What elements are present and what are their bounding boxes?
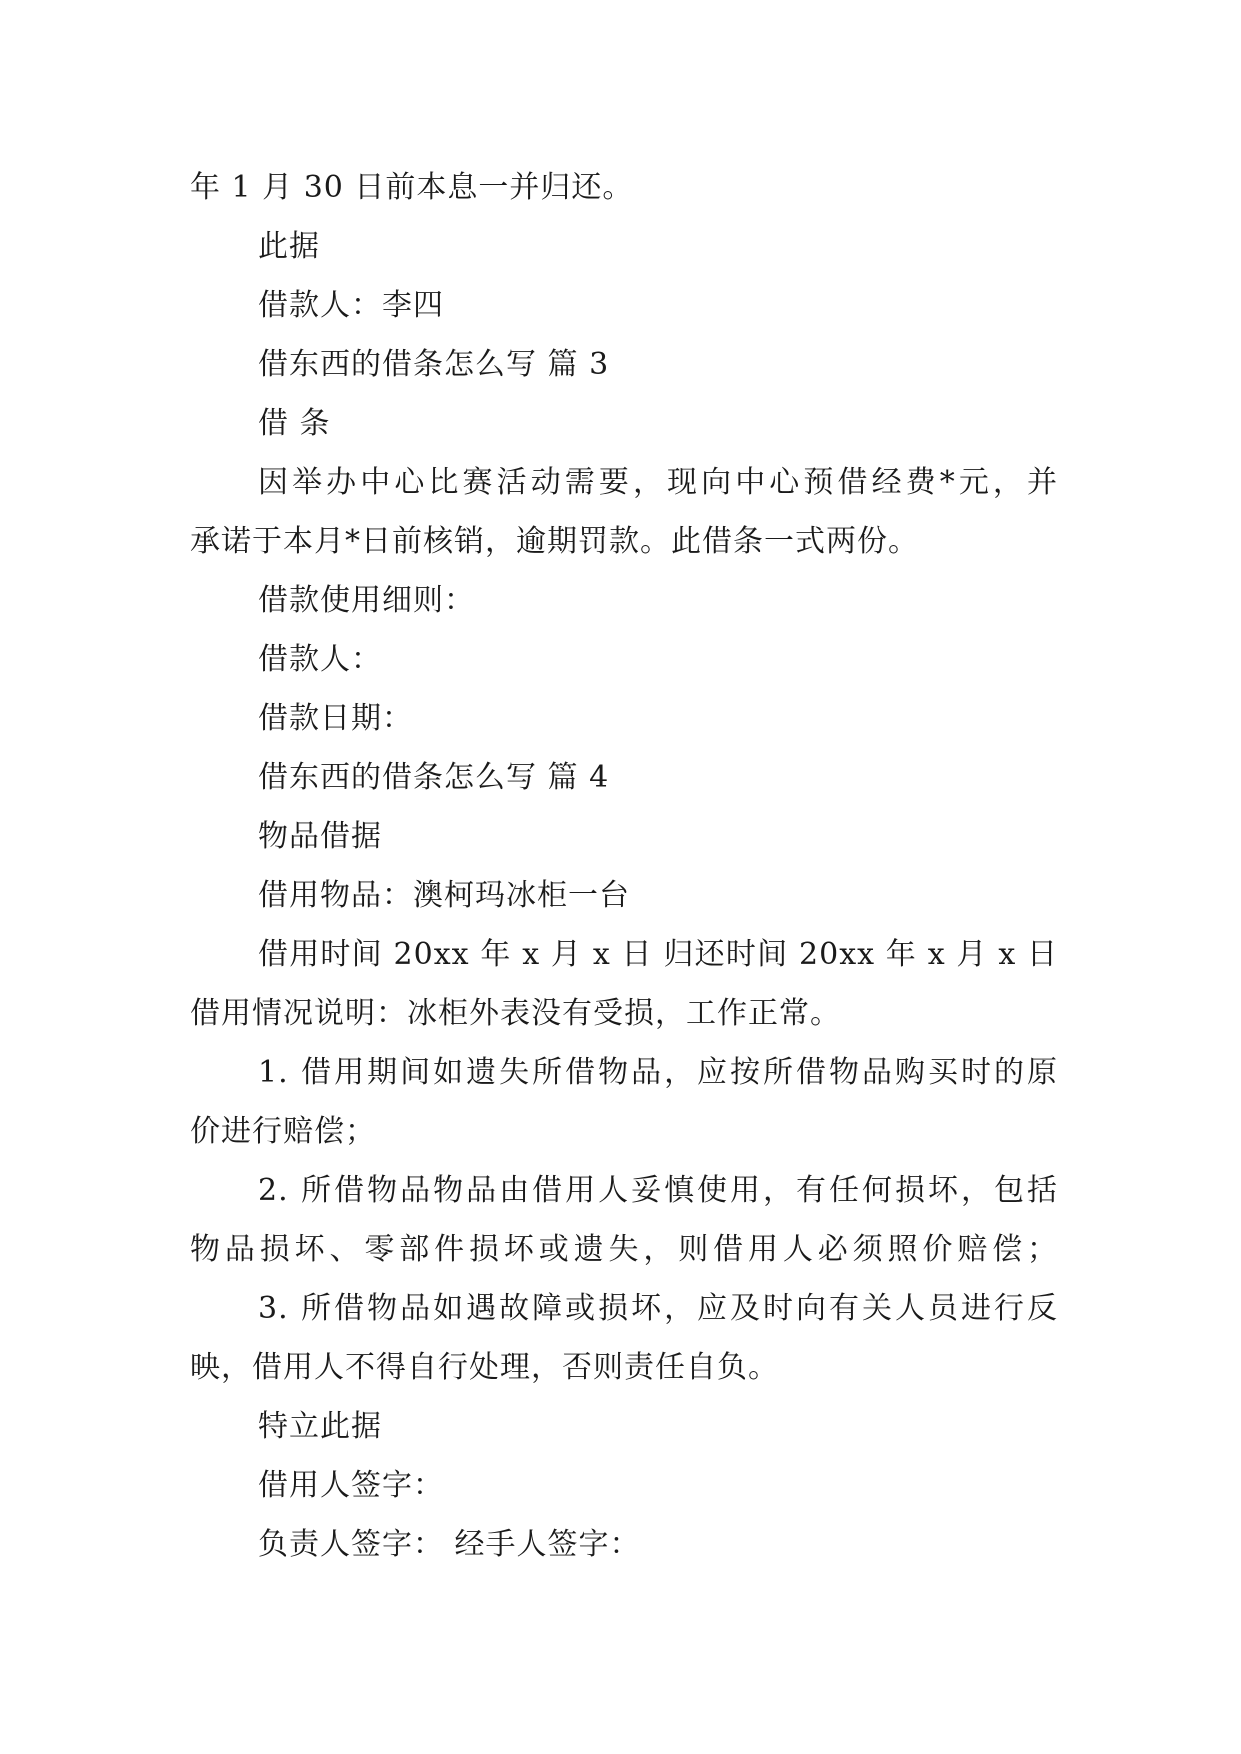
text-line-2: 此据 [258, 229, 320, 264]
text-line-17: 价进行赔偿； [190, 1114, 376, 1149]
text-line-15: 借用情况说明：冰柜外表没有受损，工作正常。 [190, 996, 841, 1031]
section-heading-3: 借东西的借条怎么写 篇 3 [258, 347, 610, 382]
text-line-7: 承诺于本月*日前核销，逾期罚款。此借条一式两份。 [190, 524, 919, 559]
text-line-6: 因举办中心比赛活动需要，现向中心预借经费*元，并 [258, 465, 1058, 500]
text-line-5: 借 条 [258, 406, 331, 441]
text-line-18: 2. 所借物品物品由借用人妥慎使用，有任何损坏，包括 [258, 1173, 1058, 1208]
text-line-23: 借用人签字： [258, 1468, 444, 1503]
text-line-9: 借款人： [258, 642, 382, 677]
document-page [190, 158, 1058, 1574]
text-line-10: 借款日期： [258, 701, 413, 736]
text-line-13: 借用物品：澳柯玛冰柜一台 [258, 878, 630, 913]
text-line-8: 借款使用细则： [258, 583, 475, 618]
text-line-22: 特立此据 [258, 1409, 382, 1444]
text-line-19: 物品损坏、零部件损坏或遗失，则借用人必须照价赔偿； [190, 1232, 1058, 1267]
text-line-20: 3. 所借物品如遇故障或损坏，应及时向有关人员进行反 [258, 1291, 1058, 1326]
section-heading-4: 借东西的借条怎么写 篇 4 [258, 760, 610, 795]
text-line-16: 1. 借用期间如遗失所借物品，应按所借物品购买时的原 [258, 1055, 1058, 1090]
text-line-12: 物品借据 [258, 819, 382, 854]
text-line-24: 负责人签字： 经手人签字： [258, 1527, 641, 1562]
text-line-3: 借款人：李四 [258, 288, 444, 323]
text-line-21: 映，借用人不得自行处理，否则责任自负。 [190, 1350, 779, 1385]
text-line-1: 年 1 月 30 日前本息一并归还。 [190, 170, 634, 205]
text-line-14: 借用时间 20xx 年 x 月 x 日 归还时间 20xx 年 x 月 x 日 [258, 937, 1058, 972]
